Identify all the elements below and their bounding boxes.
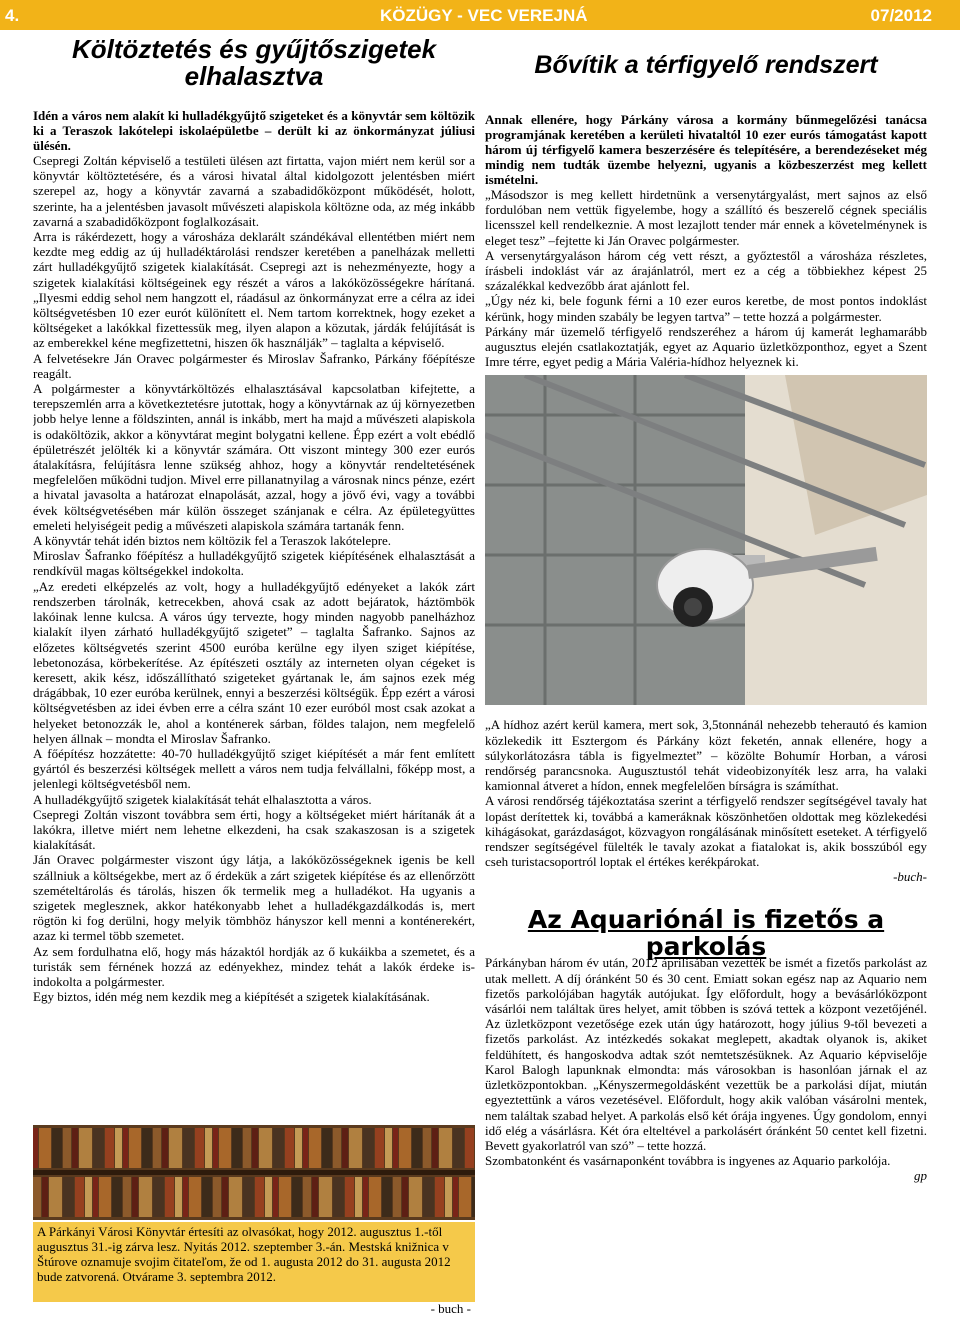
signature: gp xyxy=(914,1168,927,1184)
library-notice xyxy=(33,1222,475,1316)
paragraph: „Másodszor is meg kellett hirdetnünk a versenytárgyalást, mert sajnos az első fordulóban nem vettük figyelembe, hogy a szállító és beszerelő cégnek speciális licensszel kell rendelkeznie. A most lezajlott tender már ennek a követelménynek is eleget tesz” –fejtette ki Ján Oravec polgármester. xyxy=(485,187,927,248)
section-title: KÖZÜGY - VEC VEREJNÁ xyxy=(380,6,588,25)
article-relocation xyxy=(33,34,475,1004)
paragraph: Szombatonként és vasárnaponként továbbra is ingyenes az Aquario parkolója. xyxy=(485,1153,891,1169)
paragraph: Csepregi Zoltán képviselő a testületi ülésen azt firtatta, vajon miért nem kerül sor a könyvtár költöztetésére, és a városi hivatal által kidolgozott jelentésben miért szerepel az, hogy a könyvtár zavarná a szabadidőközpont működését, holott, szerinte, ha a jelentésben javasolt művészeti alapiskola költözne oda, az még inkább zavarná a szabadidőközpont foglalkozásait. xyxy=(33,153,475,229)
page-number: 4. xyxy=(5,6,20,25)
page-header xyxy=(0,0,960,30)
article-cameras xyxy=(485,34,927,1184)
bookshelf-image xyxy=(33,1125,475,1220)
paragraph: „A hídhoz azért kerül kamera, mert sok, 3,5tonnánál nehezebb teherautó és kamion közlekedik itt Esztergom és Párkány közt feketén, annak ellenére, hogy a súlykorlátozásra tábla is figyelmeztet” – közölte Bohumír Horban, a városi rendőrség parancsnoka. Augusztustól tehát videobizonyíték lesz arra, ha valaki kamionnal átveret a hídon, ennek megfelelően bírságra is számíthat. xyxy=(485,717,927,794)
paragraph: A könyvtár tehát idén biztos nem költözik fel a Teraszok lakótelepre. xyxy=(33,533,392,549)
paragraph: „Úgy néz ki, bele fogunk férni a 10 ezer euros keretbe, de most pontos indoklást kérünk, hogy minden szabály be legyen tartva” – tette hozzá a polgármester. xyxy=(485,293,927,324)
paragraph: Az sem fordulhatna elő, hogy más házaktól hordják az ő kukáikba a szemetet, és a turisták sem férnének hozzá az edényekhez, mindez tehát a lakók érdeke is- indokolta a polgármester. xyxy=(33,943,475,989)
notice-text: A Párkányi Városi Könyvtár értesíti az olvasókat, hogy 2012. augusztus 1.-től augusztus 31.-ig zárva lesz. Nyitás 2012. szeptember 3.-án. Mestská knižnica v Štúrove oznamuje svojim čitateľom, že od 1. augusta 2012 do 31. augusta 2012 bude zatvorená. Otvárame 3. septembra 2012. xyxy=(37,1224,451,1284)
article-lead: Idén a város nem alakít ki hulladékgyűjtő szigeteket és a könyvtár sem költözik ki a Teraszok lakótelepi iskolaépületbe – derült ki az önkormányzat júliusi ülésén. xyxy=(33,108,475,153)
paragraph: Egy biztos, idén még nem kezdik meg a kiépítését a szigetek kialakításának. xyxy=(33,989,430,1005)
paragraph: A polgármester a könyvtárköltözés elhalasztásával kapcsolatban kifejtette, a terepszemlén arra a következtetésre jutottak, hogy a könyvtárnak az új környezetben jobb helye lenne a földszinten, annál is inkább, mert ha majd a művészeti alapiskola is odaköltözik, akkor a könyvtárat megint bolygatni kellene. Épp ezért a volt ebédlő épületrészét jelölték ki a könyvtár számára. Ott viszont mintegy 300 ezer eurós átalakításra, felújításra lenne szükség ahhoz, hogy a könyvtár rendeltetésének megfelelően működni tudjon. Mivel erre pillanatnyilag a városnak nincs pénze, ezért a hivatal javasolta a határozat elnapolását, azzal, hogy a jövő évi, vagy a további évek költségvetésében már külön összeget szánjanak e célra. Az épületegyüttes emeleti helyiségeit pedig a művészeti alapiskola számára tartanák fenn. xyxy=(33,381,475,533)
signature: - buch - xyxy=(430,1301,471,1316)
article-title: Az Aquariónál is fizetős a parkolás xyxy=(527,905,885,961)
paragraph: Csepregi Zoltán viszont továbbra sem érti, hogy a költségeket miért hárítanák át a lakókra, illetve miért nem lehetne elkezdeni, ha csak szakaszosan is a szigetek kialakítását. xyxy=(33,806,475,853)
paragraph: A versenytárgyaláson három cég vett részt, a győztestől a városháza részletes, írásbeli indoklást vár az árajánlatról, mert ez a cég a többiekhez képest 25 százalékkal kedvezőbb árat ajánlott fel. xyxy=(485,247,927,294)
paragraph: Párkány már üzemelő térfigyelő rendszeréhez a három új kamerát leghamarább augusztus elején csatlakoztatják, egyet az Aquario üzletközponthoz, egyet a Szent Imre térre, egyet pedig a Mária Valéria-hídhoz helyeznek ki. xyxy=(485,323,927,370)
paragraph: A főépítész hozzátette: 40-70 hulladékgyűjtő sziget kiépítését a már fent említett gyártól és beszerzési költségek mellett a város nem tudja felvállalni, főképp most, a jelenlegi költségvetésből nem. xyxy=(33,745,475,792)
paragraph: A felvetésekre Ján Oravec polgármester és Miroslav Šafranko, Párkány főépítésze reagált. xyxy=(33,350,475,381)
paragraph: Ján Oravec polgármester viszont úgy látja, a lakóközösségeknek igenis be kell szállniuk a költségekbe, mert az ő érdekük a zárt szigetek kiépítése és az ellenőrzött szemételtárolás és tárolás, hiszen ők termelik meg a hulladékot. Ha ugyanis a szigetek meglesznek, akkor hatékonyabb lehet a hulladékgazdálkodás is, mert rögtön ki fog derülni, hogy melyik tömbhöz hányszor kell menni a konténerekért, azaz ki termel több szemetet. xyxy=(33,852,475,944)
paragraph: A hulladékgyűjtő szigetek kialakítását tehát elhalasztotta a város. xyxy=(33,791,372,807)
paragraph: Arra is rákérdezett, hogy a városháza deklarált szándékával ellentétben miért nem kezdte meg eddig az új hulladéktárolási rendszer keretében a panelházak melletti zárt hulladékgyűjtő szigetek kialakítását. Csepregi azt is nehezményezte, hogy a szigetek kialakítási költségeinek egy részét a város a lakóközösségekre hárítaná. „Ilyesmi eddig sehol nem hangzott el, ráadásul az önkormányzat erre a célra az idei költségvetésben 10 ezer eurót különített el. Nem tartom korrektnek, hogy ezeket a költségeket a lakókkal fizettessük meg, ilyen alapon a közutak, járdák felújítását is az emberekkel kéne megfizettetni, hiszen ők használják” – taglalta a képviselő. xyxy=(33,229,475,351)
signature: -buch- xyxy=(893,869,927,885)
paragraph: Miroslav Šafranko főépítész a hulladékgyűjtő szigetek kiépítésének elhalasztását a rendkívül magas költségekkel indokolta. xyxy=(33,548,475,579)
issue-number: 07/2012 xyxy=(870,6,932,25)
camera-photo xyxy=(485,375,927,705)
paragraph: A városi rendőrség tájékoztatása szerint a térfigyelő rendszer segítségével tavaly hat lopást derítettek ki, továbbá a kameráknak köszönhetően oldottak meg közlekedési kihágásokat, garázdaságot, közvagyon rongálásának minősített eseteket. A térfigyelő rendszer segítségével fülelték le tavaly azokat a fiatalokat is, akik bosszúból egy cseh turistacsoportról loptak el értékes kerékpárokat. xyxy=(485,793,927,870)
paragraph: Párkányban három év után, 2012 áprilisában vezették be ismét a fizetős parkolást az utak mellett. A díj óránként 50 és 30 cent. Emiatt sokan egész nap az Aquario nem fizetős parkolójában hagyták autójukat. Így előfordult, hogy a bevásárlóközpont vásárlói nem találtak üres helyet, amit többen is szóvá tettek a központ vezetőjénél. Az üzletközpont vezetősége ezek után úgy határozott, hogy július 9-től bevezeti a fizetős parkolást. Az intézkedés sokakat meglepett, akadtak olyanok is, akiket feldühített, és hangoskodva adtak szót nemtetszésüknek. Az Aquario képviselője Karol Balogh lapunknak elmondta: más városokban is hasonlóan járnak el az üzletközpontokban. „Kényszermegoldásként vezettük be a parkolási díjat, miután egyeztettünk a város vezetésével. Előfordult, hogy akik valóban vásárolni mentek, nem találtak szabad helyet. A parkolás első két órája ingyenes. Úgy gondolom, ennyi idő elég a vásárlásra. Két óra elteltével a parkolásért óránként 50 centet kell fizetni. Bevett gyakorlatról van szó” – tette hozzá. xyxy=(485,955,927,1153)
article-title: Bővítik a térfigyelő rendszert xyxy=(534,51,878,79)
article-lead: Annak ellenére, hogy Párkány városa a kormány bűnmegelőzési tanácsa programjának keretében a kerületi hivataltól 10 ezer eurós támogatást kapott három új térfigyelő kamera beszerzésére és telepítésére, a berendezéseket még mindig nem tudták üzembe helyezni, ugyanis a közbeszerzést meg kellett ismételni. xyxy=(485,112,927,187)
paragraph: „Az eredeti elképzelés az volt, hogy a hulladékgyűjtő edényeket a lakók zárt rendszerben tárolnák, ketrecekben, ahová csak az adott bejáratok, háztömbök lakóinak lenne kulcsa. A város úgy tervezte, hogy minden nagyobb panelházhoz kialakít ilyen zárható hulladékgyűjtő szigetet” – taglalta Šafranko. Sajnos az előzetes költségvetés szerint 4500 euróba kerülne egy ilyen sziget kiépítése, lebetonozása, körbekerítése. Az építészeti osztály az interneten olyan cégeket is keresett, akik kész, időszállítható szigeteket gyártanak le, ám sajnos ezek még drágábbak, 10 ezer euróba kerülnek, ennyi a beszerzési költségük. Épp ezért a városi költségvetésben az idei évben erre a célra szánt 10 ezer euróból most csak azokat a helyeket betonozzák le, ahol a konténerek sárban, földes talajon, nem megfelelő helyen állnak – mondta el Miroslav Šafranko. xyxy=(33,578,475,746)
article-title: Költöztetés és gyűjtőszigetek elhalasztva xyxy=(71,34,437,92)
